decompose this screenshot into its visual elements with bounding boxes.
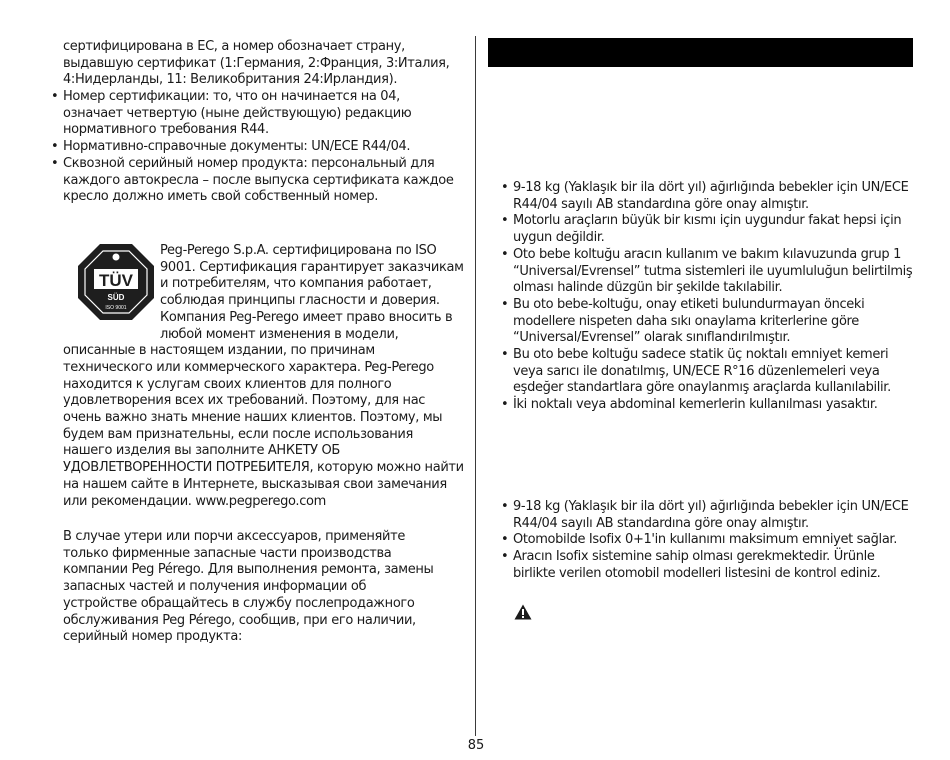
list-item: • Motorlu araçların büyük bir kısmı için uygundur fakat hepsi için uygun değildir. <box>513 213 913 246</box>
list-item: • Bu oto bebe koltuğu sadece statik üç noktalı emniyet kemeri veya sarıcı ile donatılmış, UN/ECE R°16 düzenlemeleri veya eşdeğer standartlara göre onaylanmış araçlarda kullanılabilir. <box>513 347 913 397</box>
list-item: • Otomobilde Isofix 0+1'in kullanımı maksimum emniyet sağlar. <box>513 532 913 549</box>
list-item: • Нормативно-справочные документы: UN/ECE R44/04. <box>63 139 461 156</box>
list-item: • İki noktalı veya abdominal kemerlerin kullanılması yasaktır. <box>513 397 913 414</box>
list-item: • Сквозной серийный номер продукта: персональный для каждого автокресла – после выпуска сертификата каждое кресло должно иметь свой собственный номер. <box>63 156 461 206</box>
list-item: • Oto bebe koltuğu aracın kullanım ve bakım kılavuzunda grup 1 “Universal/Evrensel” tutma sistemleri ile uyumluluğun belirtilmiş olması halinde düzgün bir şekilde takılabilir. <box>513 247 913 297</box>
page-number: 85 <box>467 738 485 753</box>
section-header-bar <box>488 38 913 67</box>
list-item: • Номер сертификации: то, что он начинается на 04, означает четвертую (ныне действующую) редакцию нормативного требования R44. <box>63 89 461 139</box>
iso-certification-text <box>63 243 465 510</box>
warning-triangle-icon <box>514 604 532 620</box>
cert-bullet-list <box>63 89 461 206</box>
cert-continuation-text: сертифицирована в ЕС, а номер обозначает страну, выдавшую сертификат (1:Германия, 2:Франция, 3:Италия, 4:Нидерланды, 11: Великобритания 24:Ирландия). <box>63 39 450 88</box>
list-item: • Bu oto bebe-koltuğu, onay etiketi bulundurmayan önceki modellere nispeten daha sıkı onaylama kriterlerine göre “Universal/Evrensel” olarak sınıflandırılmıştır. <box>513 297 913 347</box>
svg-text:TÜV: TÜV <box>99 271 133 290</box>
list-item: • Aracın Isofix sistemine sahip olması gerekmektedir. Ürünle birlikte verilen otomobil modelleri listesini de kontrol ediniz. <box>513 549 913 582</box>
iso-text-body: Peg-Perego S.p.A. сертифицирована по ISO 9001. Сертификация гарантирует заказчикам и потребителям, что компания работает, соблюдая принципы гласности и доверия. Компания Peg-Perego имеет право вносить в любой момент изменения в модели, описанные в настоящем издании, по причинам технического или коммерческого характера. Peg-Perego находится к услугам своих клиентов для полного удовлетворения всех их требований. Поэтому, для нас очень важно знать мнение наших клиентов. Поэтому, мы будем вам признательны, если после использования нашего изделия вы заполните АНКЕТУ ОБ УДОВЛЕТВОРЕННОСТИ ПОТРЕБИТЕЛЯ, которую можно найти на нашем сайте в Интернете, высказывая свои замечания или рекомендации. www.pegperego.com <box>63 243 464 509</box>
column-divider <box>475 36 476 736</box>
approval-bullet-list <box>513 180 913 414</box>
list-item: • 9-18 kg (Yaklaşık bir ila dört yıl) ağırlığında bebekler için UN/ECE R44/04 sayılı AB standardına göre onay almıştır. <box>513 499 913 532</box>
list-item: • 9-18 kg (Yaklaşık bir ila dört yıl) ağırlığında bebekler için UN/ECE R44/04 sayılı AB standardına göre onay almıştır. <box>513 180 913 213</box>
isofix-bullet-list <box>513 499 913 583</box>
svg-text:SÜD: SÜD <box>107 293 125 302</box>
svg-text:ISO 9001: ISO 9001 <box>105 305 127 311</box>
service-text: В случае утери или порчи аксессуаров, применяйте только фирменные запасные части производства компании Peg Pérego. Для выполнения ремонта, замены запасных частей и получения информации об устройстве обращайтесь в службу послепродажного обслуживания Peg Pérego, сообщив, при его наличии, серийный номер продукта: <box>63 529 434 645</box>
